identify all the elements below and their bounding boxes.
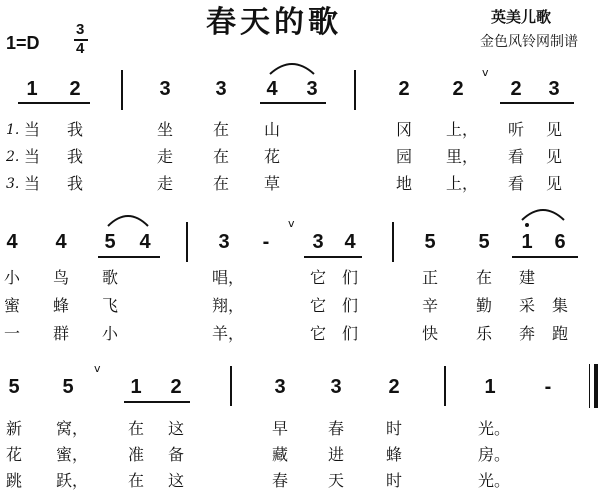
lyric: 在	[127, 419, 144, 438]
note: 1	[130, 376, 142, 398]
lyric: 飞	[101, 296, 118, 315]
lyric: 花	[263, 147, 280, 166]
underline-beam	[304, 256, 362, 258]
lyric: 它	[309, 296, 326, 315]
lyric: 看	[507, 174, 524, 193]
slur-arc	[520, 206, 566, 222]
breath-mark: v	[288, 217, 295, 230]
slur-arc	[268, 60, 316, 76]
note: 3	[548, 78, 560, 100]
lyric: 跑	[551, 324, 568, 343]
note: 5	[424, 231, 436, 253]
lyric: 上，	[446, 120, 479, 139]
lyric: 这	[167, 419, 184, 438]
lyric: 走	[156, 147, 173, 166]
lyric: 园	[395, 147, 412, 166]
lyric: 快	[421, 324, 438, 343]
key-signature: 1=D	[6, 33, 40, 53]
breath-mark: v	[482, 66, 489, 79]
lyric: 时	[385, 471, 402, 490]
lyric: 准	[127, 445, 144, 464]
lyric: 乐	[475, 324, 492, 343]
lyric: 走	[156, 174, 173, 193]
underline-beam	[500, 102, 574, 104]
lyric: 坐	[156, 120, 173, 139]
breath-mark: v	[94, 362, 101, 375]
barline	[230, 366, 232, 406]
lyric: 在	[127, 471, 144, 490]
lyric: 蜂	[385, 445, 402, 464]
lyric: 蜂	[52, 296, 69, 315]
lyric: 地	[395, 174, 412, 193]
lyric: 上，	[446, 174, 479, 193]
note: 1	[484, 376, 496, 398]
note: 3	[312, 231, 324, 253]
note: 1	[26, 78, 38, 100]
note: 2	[510, 78, 522, 100]
lyric: 们	[341, 296, 358, 315]
note: -	[544, 376, 552, 398]
note: 3	[215, 78, 227, 100]
verse-number: 1.	[6, 122, 20, 138]
lyric: 在	[212, 120, 229, 139]
lyric: 在	[212, 174, 229, 193]
lyric: 见	[545, 174, 562, 193]
note: 2	[69, 78, 81, 100]
underline-beam	[98, 256, 160, 258]
note: 3	[306, 78, 318, 100]
lyric: 蜜	[3, 296, 20, 315]
note: 2	[170, 376, 182, 398]
note: 6	[554, 231, 566, 253]
lyric: 听	[507, 120, 524, 139]
lyric: 鸟	[52, 268, 69, 287]
lyric: 里，	[446, 147, 479, 166]
lyric: 建	[518, 268, 535, 287]
note: 2	[452, 78, 464, 100]
lyric: 山	[263, 120, 280, 139]
barline	[186, 222, 188, 262]
lyric: 天	[327, 471, 344, 490]
high-octave-dot	[525, 223, 529, 227]
lyric: 见	[545, 147, 562, 166]
lyric: 当	[23, 120, 40, 139]
lyric: 跳	[5, 471, 22, 490]
lyric: 们	[341, 268, 358, 287]
lyric: 备	[167, 445, 184, 464]
lyric: 房。	[478, 445, 511, 464]
lyric: 草	[263, 174, 280, 193]
lyric: 时	[385, 419, 402, 438]
lyric: 光。	[478, 471, 511, 490]
note: 4	[139, 231, 151, 253]
barline	[121, 70, 123, 110]
lyric: 唱，	[212, 268, 245, 287]
note: 3	[159, 78, 171, 100]
lyric: 这	[167, 471, 184, 490]
note: 5	[62, 376, 74, 398]
time-signature-bottom: 4	[76, 40, 85, 57]
genre-label: 英美儿歌	[491, 8, 552, 26]
lyric: 小	[101, 324, 118, 343]
lyric: 正	[421, 268, 438, 287]
lyric: 群	[52, 324, 69, 343]
lyric: 它	[309, 268, 326, 287]
lyric: 集	[551, 296, 568, 315]
note: 5	[478, 231, 490, 253]
note: 1	[521, 231, 533, 253]
lyric: 蜜，	[56, 445, 89, 464]
lyric: 们	[341, 324, 358, 343]
note: 4	[6, 231, 18, 253]
note: 4	[266, 78, 278, 100]
lyric: 我	[66, 174, 83, 193]
lyric: 当	[23, 174, 40, 193]
lyric: 光。	[478, 419, 511, 438]
lyric: 我	[66, 120, 83, 139]
lyric: 春	[271, 471, 288, 490]
note: 3	[274, 376, 286, 398]
lyric: 早	[271, 419, 288, 438]
slur-arc	[106, 212, 150, 228]
lyric: 春	[327, 419, 344, 438]
note: 4	[344, 231, 356, 253]
barline	[392, 222, 394, 262]
lyric: 羊，	[212, 324, 245, 343]
underline-beam	[512, 256, 578, 258]
lyric: 跃，	[56, 471, 89, 490]
lyric: 采	[518, 296, 535, 315]
underline-beam	[124, 401, 190, 403]
final-barline-thick	[594, 364, 598, 408]
verse-number: 3.	[6, 176, 20, 192]
note: 2	[398, 78, 410, 100]
lyric: 藏	[271, 445, 288, 464]
time-signature-top: 3	[76, 21, 85, 38]
lyric: 在	[475, 268, 492, 287]
note: 5	[8, 376, 20, 398]
note: 2	[388, 376, 400, 398]
note: 5	[104, 231, 116, 253]
lyric: 翔，	[212, 296, 245, 315]
lyric: 看	[507, 147, 524, 166]
lyric: 勤	[475, 296, 492, 315]
lyric: 歌	[101, 268, 118, 287]
underline-beam	[260, 102, 326, 104]
lyric: 见	[545, 120, 562, 139]
lyric: 小	[3, 268, 20, 287]
barline	[444, 366, 446, 406]
lyric: 它	[309, 324, 326, 343]
lyric: 奔	[518, 324, 535, 343]
underline-beam	[18, 102, 90, 104]
lyric: 冈	[395, 120, 412, 139]
lyric: 窝，	[56, 419, 89, 438]
lyric: 一	[3, 324, 20, 343]
note: -	[262, 231, 270, 253]
lyric: 在	[212, 147, 229, 166]
barline	[354, 70, 356, 110]
lyric: 我	[66, 147, 83, 166]
lyric: 进	[327, 445, 344, 464]
note: 3	[330, 376, 342, 398]
credit-label: 金色风铃网制谱	[480, 34, 578, 50]
lyric: 辛	[421, 296, 438, 315]
note: 4	[55, 231, 67, 253]
final-barline-thin	[589, 364, 590, 408]
lyric: 当	[23, 147, 40, 166]
note: 3	[218, 231, 230, 253]
verse-number: 2.	[6, 149, 20, 165]
lyric: 花	[5, 445, 22, 464]
lyric: 新	[5, 419, 22, 438]
song-title: 春天的歌	[206, 5, 342, 40]
